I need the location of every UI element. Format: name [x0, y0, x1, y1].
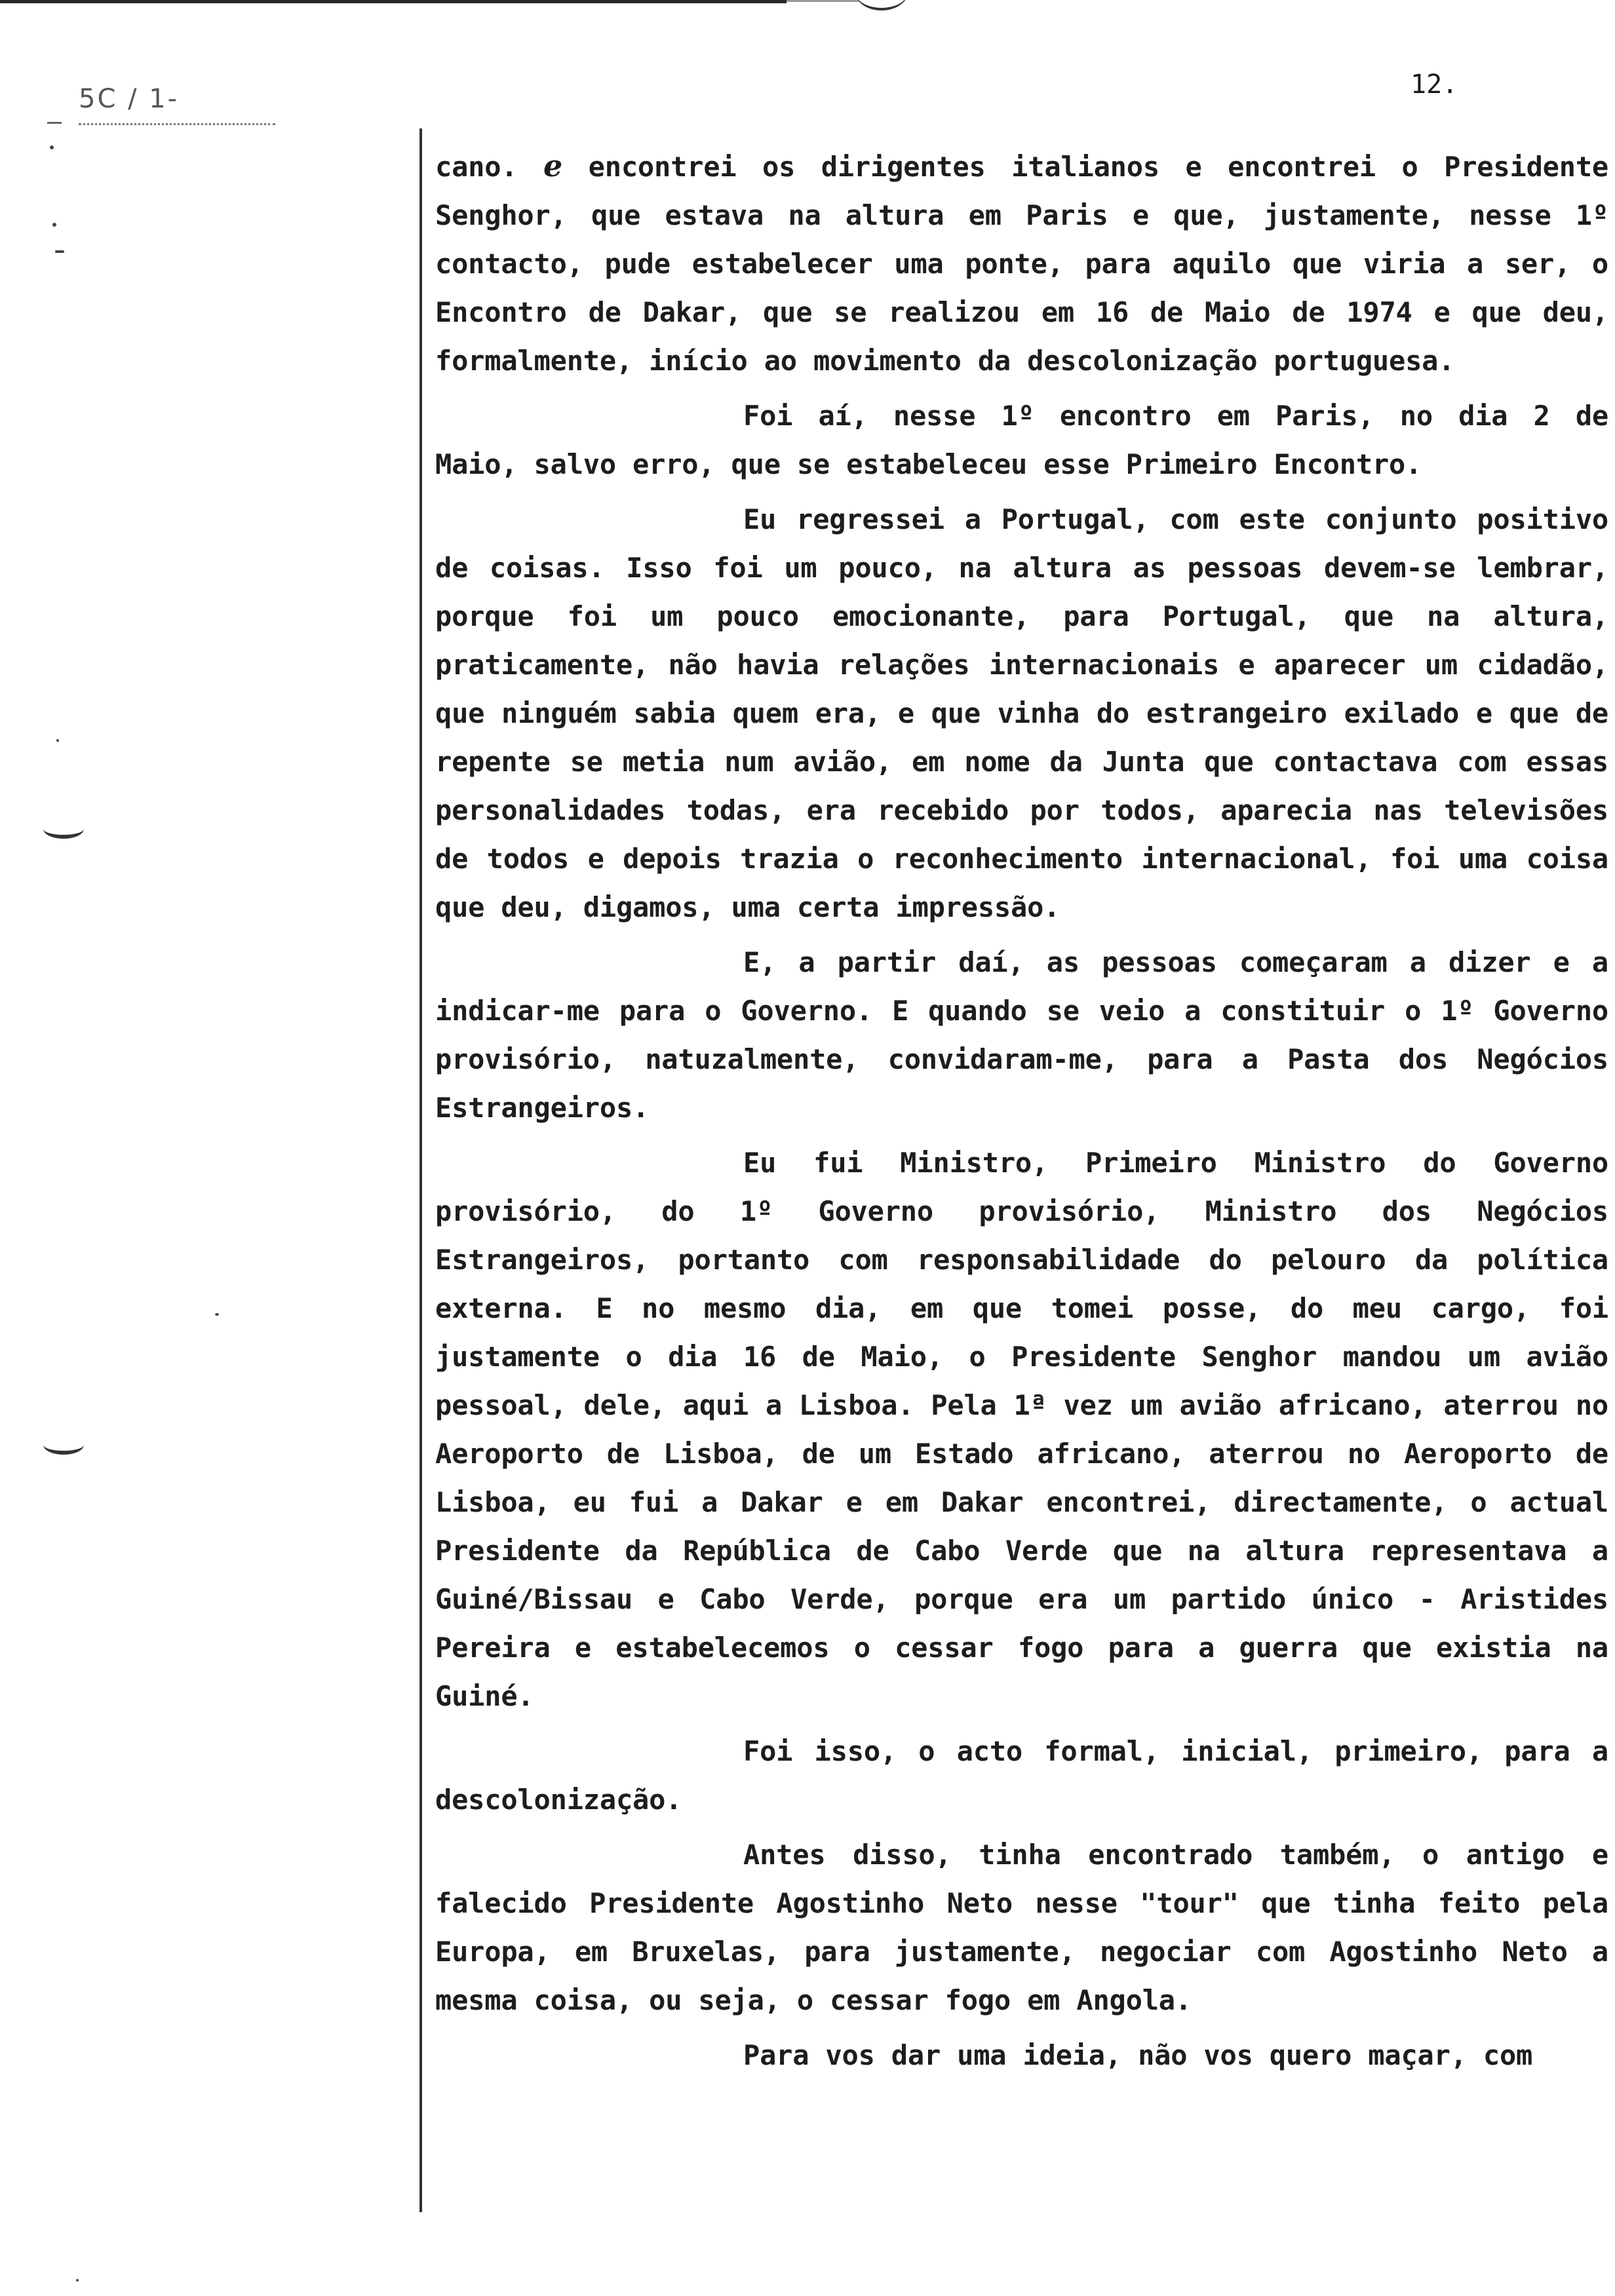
handwritten-correction: e	[543, 148, 563, 183]
top-edge-rule-faint	[787, 0, 859, 2]
margin-speck	[52, 223, 56, 227]
paragraph-4: E, a partir daí, as pessoas começaram a dizer e a indicar-me para o Governo. E quando se veio a constituir o 1º Governo provisório, natuzalmente, convidaram-me, para a Pasta dos Negócios Estrangeiros.	[435, 946, 1608, 1124]
top-edge-mark	[855, 0, 908, 10]
margin-speck	[56, 739, 59, 742]
margin-speck	[55, 250, 64, 253]
paragraph-5: Eu fui Ministro, Primeiro Ministro do Governo provisório, do 1º Governo provisório, Ministro dos Negócios Estrangeiros, portanto com responsabilidade do pelouro da política externa. E no mesmo dia, em que tomei posse, do meu cargo, foi justamente o dia 16 de Maio, o Presidente Senghor mandou um avião pessoal, dele, aqui a Lisboa. Pela 1ª vez um avião africano, aterrou no Aeroporto de Lisboa, de um Estado africano, aterrou no Aeroporto de Lisboa, eu fui a Dakar e em Dakar encontrei, directamente, o actual Presidente da República de Cabo Verde que na altura representava a Guiné/Bissau e Cabo Verde, porque era um partido único - Aristides Pereira e estabelecemos o cessar fogo para a guerra que existia na Guiné.	[435, 1147, 1608, 1712]
paragraph-8: Para vos dar uma ideia, não vos quero maçar, com	[743, 2039, 1533, 2071]
archive-reference: 5C / 1-	[79, 84, 180, 114]
typed-text-body	[435, 142, 1608, 2086]
left-margin-line	[419, 128, 422, 2212]
margin-speck	[50, 145, 54, 149]
archive-reference-underline	[79, 123, 275, 125]
paragraph-2: Foi aí, nesse 1º encontro em Paris, no dia 2 de Maio, salvo erro, que se estabeleceu esse Primeiro Encontro.	[435, 400, 1608, 480]
margin-speck	[215, 1313, 219, 1316]
margin-dash-mark	[47, 122, 62, 124]
paragraph-1-lead: cano.	[435, 151, 518, 183]
margin-speck	[76, 2279, 79, 2282]
margin-punch-mark	[43, 819, 84, 839]
margin-punch-mark	[43, 1435, 84, 1455]
paragraph-6: Foi isso, o acto formal, inicial, primeiro, para a descolonização.	[435, 1735, 1608, 1816]
paragraph-1	[435, 142, 1608, 385]
paragraph-1-text: encontrei os dirigentes italianos e encontrei o Presidente Senghor, que estava na altura em Paris e que, justamente, nesse 1º contacto, pude estabelecer uma ponte, para aquilo que viria a ser, o Encontro de Dakar, que se realizou em 16 de Maio de 1974 e que deu, formalmente, início ao movimento da descolonização portuguesa.	[435, 151, 1608, 377]
page-number: 12.	[1411, 69, 1458, 100]
top-edge-rule	[0, 0, 787, 3]
paragraph-7: Antes disso, tinha encontrado também, o antigo e falecido Presidente Agostinho Neto nesse "tour" que tinha feito pela Europa, em Bruxelas, para justamente, negociar com Agostinho Neto a mesma coisa, ou seja, o cessar fogo em Angola.	[435, 1839, 1608, 2016]
paragraph-3: Eu regressei a Portugal, com este conjunto positivo de coisas. Isso foi um pouco, na altura as pessoas devem-se lembrar, porque foi um pouco emocionante, para Portugal, que na altura, praticamente, não havia relações internacionais e aparecer um cidadão, que ninguém sabia quem era, e que vinha do estrangeiro exilado e que de repente se metia num avião, em nome da Junta que contactava com essas personalidades todas, era recebido por todos, aparecia nas televisões de todos e depois trazia o reconhecimento internacional, foi uma coisa que deu, digamos, uma certa impressão.	[435, 503, 1608, 923]
